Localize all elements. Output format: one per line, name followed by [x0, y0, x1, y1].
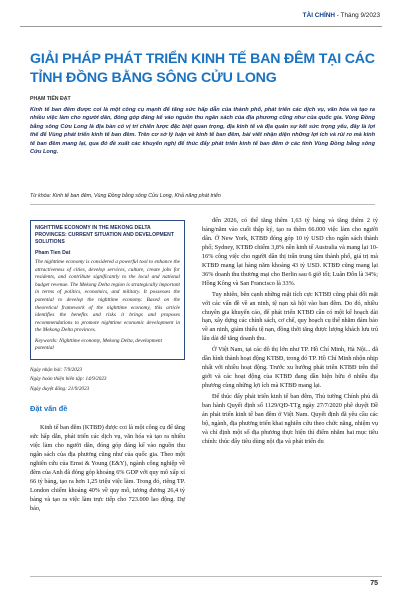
body-paragraph: đến 2026, có thể tăng thêm 1,63 tỷ bảng và tăng thêm 2 tỷ bảng/năm vào cuối thập kỷ, tạo ra thêm 66.000 việc làm cho người dân. Ở New York, KTBĐ đóng góp 10 tỷ USD cho ngân sách thành phố; Sydney, KTBĐ chiếm 3,8% nền kinh tế Australia và mang lại 10-16% công việc cho người dân thị trấn trung tâm thành phố, giá trị mà KTBĐ mang lại hàng năm khoảng 43 tỷ USD. KTBĐ cũng mang lại 36% doanh thu thương mại cho Berlin sau 6 giờ tối; Luân Đôn là 34%; Hồng Kông và San Francisco là 33%. — [202, 217, 378, 287]
english-keywords: Keywords: Nighttime economy, Mekong Delta, development potential — [35, 337, 163, 352]
journal-header — [303, 12, 380, 19]
section-heading: Đặt vấn đề — [30, 404, 68, 413]
abstract-vietnamese: Kinh tế ban đêm được coi là một công cụ mạnh để tăng sức hấp dẫn của thành phố, phát triển các dịch vụ, văn hóa và tạo ra nhiều việc làm cho người dân, đóng góp đáng kể vào nguồn thu ngân sách của địa phương cũng như của quốc gia. Vùng Đồng bằng sông Cửu Long là địa bàn có vị trí chiến lược đặc biệt quan trọng, địa kinh tế và địa quân sự kết sức trọng yếu, đây là lợi thế để Vùng phát triển kinh tế ban đêm. Trên cơ sở lý luận về kinh tế ban đêm, bài viết nhận diện những lợi ích và rủi ro mà kinh tế ban đêm mang lại, qua đó đề xuất các khuyến nghị để thúc đẩy phát triển kinh tế ban đêm ở các tỉnh Vùng Đồng bằng sông Cửu Long. — [30, 107, 375, 156]
body-paragraph: Để thúc đẩy phát triển kinh tế ban đêm, Thủ tướng Chính phủ đã ban hành Quyết định số 1129/QĐ-TTg ngày 27/7/2020 phê duyệt Đề án phát triển kinh tế ban đêm ở Việt Nam. Quyết định đã yêu cầu các bộ, ngành, địa phương triển khai nghiên cứu theo chức năng, nhiệm vụ và chỉ định một số địa phương thực hiện thí điểm nhằm hai mục tiêu chính: thúc đẩy tiêu dùng nội địa và phát triển du — [202, 393, 378, 445]
article-title: GIẢI PHÁP PHÁT TRIỂN KINH TẾ BAN ĐÊM TẠI CÁC TỈNH ĐỒNG BẰNG SÔNG CỬU LONG — [30, 51, 375, 86]
keywords-divider — [30, 204, 375, 205]
date-published: Ngày duyệt đăng: 21/9/2023 — [30, 385, 90, 392]
body-column-right — [202, 217, 378, 449]
date-received: Ngày nhận bài: 7/9/2023 — [30, 367, 83, 373]
body-text-left: Kinh tế ban đêm (KTBĐ) được coi là một công cụ để tăng sức hấp dẫn, phát triển các dịch vụ, văn hóa và tạo ra nhiều việc làm cho người dân, đóng góp đáng kể vào nguồn thu ngân sách của địa phương cũng như của quốc gia. Theo một nghiên cứu của Ernst & Young (E&Y), ngành công nghiệp về đêm của Anh đã đóng góp khoảng 6% GDP với quy mô xấp xỉ 66 tỷ bảng, tạo ra hơn 1,25 triệu việc làm. Trong đó, riêng TP. London chiếm khoảng 40% về quy mô, tương đương 26,4 tỷ bảng và tạo ra việc làm trực tiếp cho 723.000 lao động. Dự báo, — [30, 424, 185, 512]
body-paragraph: Ở Việt Nam, tại các đô thị lớn như TP. Hồ Chí Minh, Hà Nội... đã dần hình thành hoạt động KTBĐ, trong đó TP. Hồ Chí Minh nhộn nhịp nhất với nhiều hoạt động. Trước xu hướng phát triển KTBĐ trên thế giới và các hoạt động của KTBĐ đang dần hiện hữu ở nhiều địa phương cùng những lợi ích mà KTBĐ mang lại. — [202, 346, 378, 390]
page-header — [0, 0, 400, 26]
header-divider — [20, 26, 382, 27]
body-paragraph: Tuy nhiên, bên cạnh những mặt tích cực KTBĐ cũng phải đối mặt với các vấn đề về an ninh, tệ nạn xã hội vào ban đêm. Do đó, nhiều chuyên gia khuyến cáo, để phát triển KTBĐ cần có một kế hoạch dài hạn, xây dựng các chính sách, cơ chế, quy hoạch cụ thể nhằm đảm bảo về an ninh, giảm thiểu tệ nạn, đồng thời tăng được lượng khách lưu trú lâu dài để tăng doanh thu. — [202, 290, 378, 343]
english-abstract: The nighttime economy is considered a powerful tool to enhance the attractiveness of cities, develop services, culture, create jobs for residents, and contribute significantly to the local and national budget revenue. The Mekong Delta region is strategically important in terms of politics, economics, and military. It possesses the potential to develop the nighttime economy. Based on the theoretical framework of the nighttime economy, this article identifies the benefits and risks it brings and proposes recommendations to promote nighttime economic development in the Mekong Delta provinces. — [35, 259, 180, 334]
issue-date: - Tháng 9/2023 — [336, 12, 380, 19]
keywords-vietnamese: Từ khóa: Kinh tế ban đêm, Vùng Đồng bằng sông Cửu Long, Khả năng phát triển — [30, 193, 221, 199]
page-number: 75 — [370, 580, 378, 587]
english-title: NIGHTTIME ECONOMY IN THE MEKONG DELTA PROVINCES: CURRENT SITUATION AND DEVELOPMENT SOLUTIONS — [35, 225, 174, 245]
article-dates — [30, 366, 107, 394]
footer-divider — [30, 576, 382, 577]
article-author: PHẠM TIẾN ĐẠT — [30, 96, 71, 102]
english-author: Pham Tien Dat — [35, 250, 71, 256]
english-abstract-box — [30, 220, 185, 360]
date-revised: Ngày hoàn thiện biên tập: 14/9/2023 — [30, 376, 107, 383]
section-name: TÀI CHÍNH — [302, 12, 335, 19]
